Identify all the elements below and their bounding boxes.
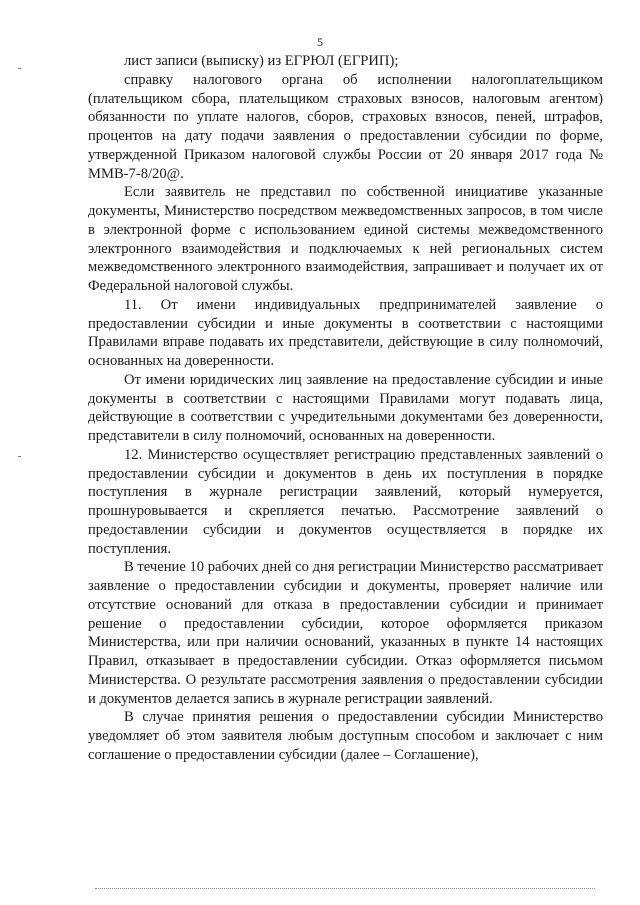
page-number: 5 bbox=[317, 35, 323, 49]
paragraph: В течение 10 рабочих дней со дня регистрации Министерство рассматривает заявление о предоставлении субсидии и документы, проверяет наличие или отсутствие оснований для отказа в предоставлении субсидии и принимает решение о предоставлении субсидии, которое оформляется приказом Министерства, или при наличии оснований, указанных в пункте 14 настоящих Правил, отказывает в предоставлении субсидии. Отказ оформляется письмом Министерства. О результате рассмотрения заявления о предоставлении субсидии и документов делается запись в журнале регистрации заявлений. bbox=[88, 559, 603, 707]
paragraph: 12. Министерство осуществляет регистрацию представленных заявлений о предоставлении субсидии и документов в день их поступления в порядке поступления в журнале регистрации заявлений, который нумеруется, прошнуровывается и скрепляется печатью. Рассмотрение заявлений о предоставлении субсидии и документов осуществляется в порядке их поступления. bbox=[88, 446, 603, 557]
paragraph: справку налогового органа об исполнении налогоплательщиком (плательщиком сбора, плательщиком страховых взносов, налоговым агентом) обязанности по уплате налогов, сборов, страховых взносов, пеней, штрафов, процентов на дату подачи заявления о предоставлении субсидии по форме, утвержденной Приказом налоговой службы России от 20 января 2017 года № ММВ-7-8/20@. bbox=[88, 71, 603, 182]
margin-mark bbox=[18, 68, 21, 69]
footer-scan-artifact bbox=[95, 887, 595, 889]
document-body bbox=[88, 52, 603, 765]
paragraph: лист записи (выписку) из ЕГРЮЛ (ЕГРИП); bbox=[124, 53, 399, 69]
paragraph: В случае принятия решения о предоставлении субсидии Министерство уведомляет об этом заявителя любым доступным способом и заключает с ним соглашение о предоставлении субсидии (далее – Соглашение), bbox=[88, 709, 603, 763]
margin-mark bbox=[18, 456, 21, 457]
paragraph: Если заявитель не представил по собственной инициативе указанные документы, Министерство посредством межведомственных запросов, в том числе в электронной форме с использованием единой системы межведомственного электронного взаимодействия и подключаемых к ней региональных систем межведомственного электронного взаимодействия, запрашивает и получает их от Федеральной налоговой службы. bbox=[88, 184, 603, 294]
paragraph: 11. От имени индивидуальных предпринимателей заявление о предоставлении субсидии и иные документы в соответствии с настоящими Правилами вправе подавать их представители, действующие в силу полномочий, основанных на доверенности. bbox=[88, 296, 603, 369]
paragraph: От имени юридических лиц заявление на предоставление субсидии и иные документы в соответствии с настоящими Правилами могут подавать лица, действующие в соответствии с учредительными документами без доверенности, представители в силу полномочий, основанных на доверенности. bbox=[88, 371, 603, 444]
